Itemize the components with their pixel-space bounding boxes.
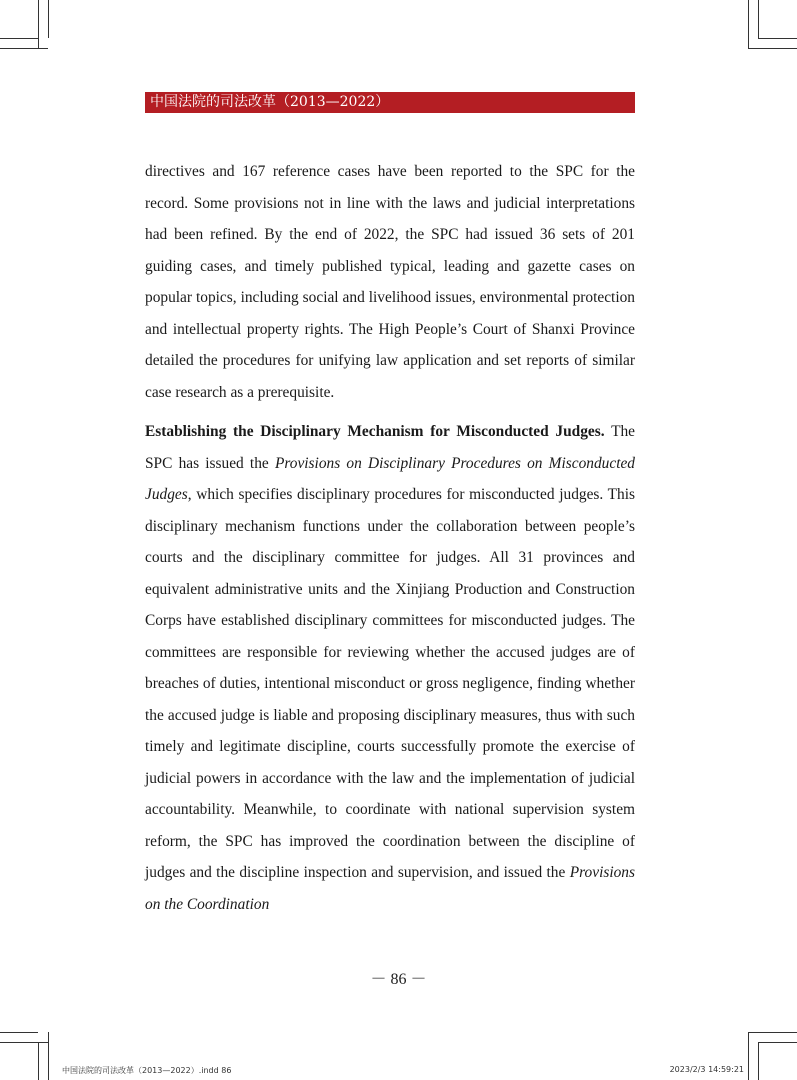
crop-mark: [758, 0, 759, 38]
crop-mark: [48, 1032, 49, 1080]
crop-mark: [748, 0, 749, 48]
footer-file-name: 中国法院的司法改革（2013—2022）.indd 86: [62, 1066, 232, 1075]
crop-mark: [0, 1042, 48, 1043]
paragraph-2-text-a: The SPC has issued the: [145, 423, 636, 472]
paragraph-2: [145, 416, 635, 920]
page-body: [145, 156, 635, 920]
crop-mark: [758, 38, 797, 39]
crop-mark: [748, 1032, 749, 1080]
crop-mark: [38, 0, 39, 48]
crop-mark: [758, 1042, 797, 1043]
crop-mark: [38, 1042, 39, 1080]
document-title-1: Provisions on Disciplinary Procedures on Misconducted Judges: [145, 454, 636, 503]
crop-mark: [758, 1042, 759, 1080]
footer-timestamp: 2023/2/3 14:59:21: [669, 1065, 744, 1074]
section-heading: Establishing the Disciplinary Mechanism for Misconducted Judges.: [145, 423, 605, 440]
page-number: － 86 －: [370, 971, 427, 988]
crop-mark: [48, 0, 49, 38]
crop-mark: [0, 48, 48, 49]
crop-mark: [0, 38, 38, 39]
header-title: 中国法院的司法改革（2013—2022）: [150, 94, 390, 110]
crop-mark: [0, 1032, 38, 1033]
running-header: [145, 92, 635, 113]
crop-mark: [748, 1032, 797, 1033]
paragraph-1: directives and 167 reference cases have been reported to the SPC for the record. Some provisions not in line with the laws and judicial interpretations had been refined. By the end of 2022, the SPC had issued 36 sets of 201 guiding cases, and timely published typical, leading and gazette cases on popular topics, including social and livelihood issues, environmental protection and intellectual property rights. The High People’s Court of Shanxi Province detailed the procedures for unifying law application and set reports of similar case research as a prerequisite.: [145, 163, 635, 401]
document-title-2: Provisions on the Coordination: [145, 864, 635, 913]
crop-mark: [748, 48, 797, 49]
paragraph-2-text-b: , which specifies disciplinary procedures for misconducted judges. This disciplinary mechanism functions under the collaboration between people’s courts and the disciplinary committee for judges. All 31 provinces and equivalent administrative units and the Xinjiang Production and Construction Corps have established disciplinary committees for misconducted judges. The committees are responsible for reviewing whether the accused judges are of breaches of duties, intentional misconduct or gross negligence, finding whether the accused judge is liable and proposing disciplinary measures, thus with such timely and legitimate discipline, courts successfully promote the exercise of judicial powers in accordance with the law and the implementation of judicial accountability. Meanwhile, to coordinate with national supervision system reform, the SPC has improved the coordination between the discipline of judges and the discipline inspection and supervision, and issued the: [145, 486, 635, 881]
